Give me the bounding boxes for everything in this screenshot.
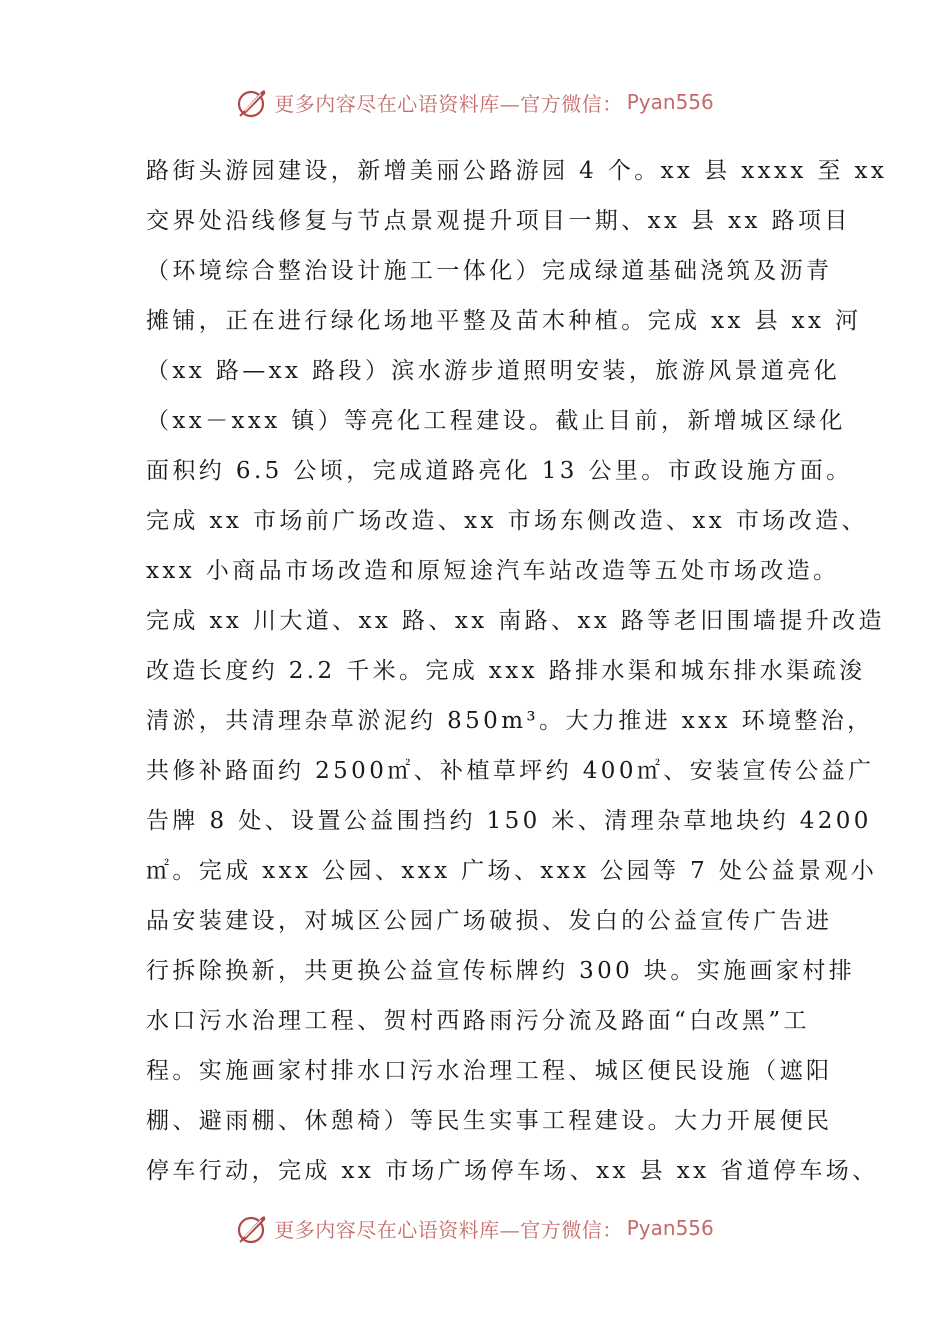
footer-banner (0, 1208, 950, 1248)
quill-logo-icon (236, 1211, 270, 1245)
body-line: （环境综合整治设计施工一体化）完成绿道基础浇筑及沥青 (146, 258, 833, 284)
body-line: 清淤，共清理杂草淤泥约 850m³。大力推进 xxx 环境整治， (146, 708, 874, 734)
body-line: 水口污水治理工程、贺村西路雨污分流及路面“白改黑”工 (146, 1008, 810, 1034)
body-line: 棚、避雨棚、休憩椅）等民生实事工程建设。大力开展便民 (146, 1108, 833, 1134)
body-line: （xx－xxx 镇）等亮化工程建设。截止目前，新增城区绿化 (146, 408, 846, 434)
body-line: ㎡。完成 xxx 公园、xxx 广场、xxx 公园等 7 处公益景观小 (146, 858, 878, 884)
body-line: xxx 小商品市场改造和原短途汽车站改造等五处市场改造。 (146, 558, 840, 584)
body-line: 路街头游园建设，新增美丽公路游园 4 个。xx 县 xxxx 至 xx (146, 158, 888, 184)
body-line: 完成 xx 川大道、xx 路、xx 南路、xx 路等老旧围墙提升改造 (146, 608, 885, 634)
body-line: 交界处沿线修复与节点景观提升项目一期、xx 县 xx 路项目 (146, 208, 851, 234)
body-line: 程。实施画家村排水口污水治理工程、城区便民设施（遮阳 (146, 1058, 833, 1084)
body-line: 面积约 6.5 公顷，完成道路亮化 13 公里。市政设施方面。 (146, 458, 853, 484)
body-line: 行拆除换新，共更换公益宣传标牌约 300 块。实施画家村排 (146, 958, 856, 984)
quill-logo-icon (236, 85, 270, 119)
header-banner-text: 更多内容尽在心语资料库—官方微信： (274, 91, 623, 116)
body-line: 告牌 8 处、设置公益围挡约 150 米、清理杂草地块约 4200 (146, 808, 872, 834)
body-line: 改造长度约 2.2 千米。完成 xxx 路排水渠和城东排水渠疏浚 (146, 658, 866, 684)
document-body (146, 146, 888, 1196)
body-line: 品安装建设，对城区公园广场破损、发白的公益宣传广告进 (146, 908, 833, 934)
body-line: （xx 路—xx 路段）滨水游步道照明安装，旅游风景道亮化 (146, 358, 841, 384)
body-line: 摊铺，正在进行绿化场地平整及苗木种植。完成 xx 县 xx 河 (146, 308, 862, 334)
header-banner (0, 82, 950, 122)
body-line: 共修补路面约 2500㎡、补植草坪约 400㎡、安装宣传公益广 (146, 758, 875, 784)
body-line: 完成 xx 市场前广场改造、xx 市场东侧改造、xx 市场改造、 (146, 508, 868, 534)
header-wechat-id: Pyan556 (626, 90, 714, 114)
footer-banner-text: 更多内容尽在心语资料库—官方微信： (274, 1217, 623, 1242)
footer-wechat-id: Pyan556 (626, 1216, 714, 1240)
body-line: 停车行动，完成 xx 市场广场停车场、xx 县 xx 省道停车场、 (146, 1158, 879, 1184)
